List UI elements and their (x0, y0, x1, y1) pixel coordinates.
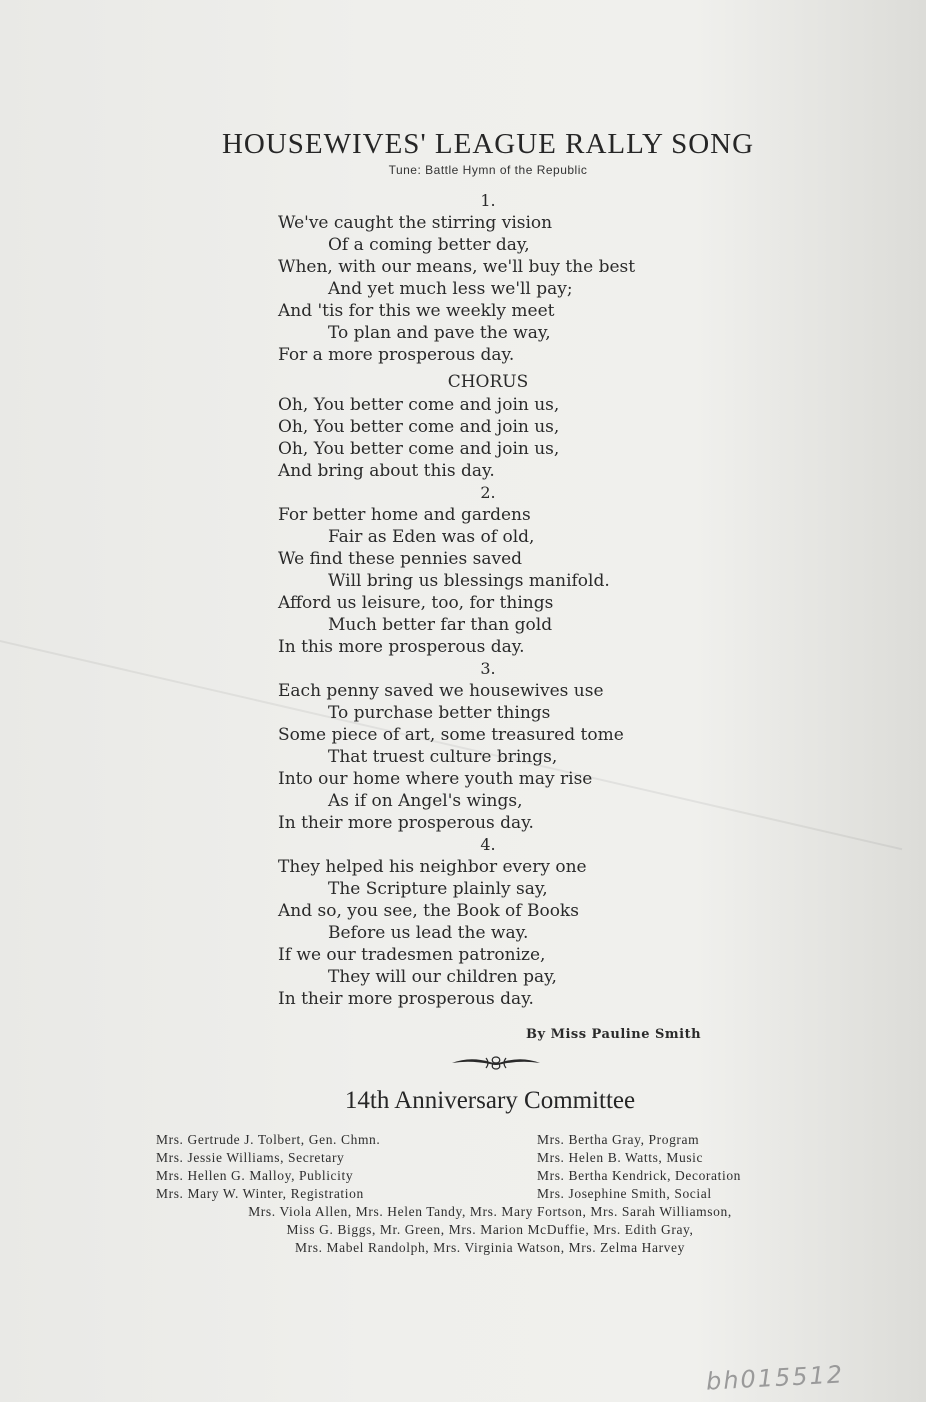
committee-member: Mrs. Josephine Smith, Social (537, 1186, 712, 1201)
song-title: HOUSEWIVES' LEAGUE RALLY SONG (221, 128, 755, 160)
verse-line: Much better far than gold (328, 615, 553, 635)
committee-member: Mrs. Helen B. Watts, Music (537, 1150, 704, 1165)
catalog-number: bh015512 (705, 1360, 845, 1396)
verse-line: For a more prosperous day. (278, 345, 515, 365)
stanza-number: 2. (480, 483, 496, 502)
verse-line: And 'tis for this we weekly meet (278, 301, 555, 321)
verse-line: For better home and gardens (278, 505, 531, 525)
verse-line: As if on Angel's wings, (328, 791, 523, 811)
verse-line: That truest culture brings, (328, 747, 558, 767)
song-body (278, 190, 758, 1010)
stanza-number: 3. (480, 659, 496, 678)
committee-member: Mrs. Jessie Williams, Secretary (156, 1150, 345, 1165)
committee-members-line: Mrs. Viola Allen, Mrs. Helen Tandy, Mrs. Mary Fortson, Mrs. Sarah Williamson, (248, 1204, 732, 1219)
committee-member: Mrs. Bertha Kendrick, Decoration (537, 1168, 742, 1183)
committee-right-column (537, 1131, 741, 1203)
scroll-ornament-icon (450, 1054, 542, 1076)
committee-member: Mrs. Hellen G. Malloy, Publicity (156, 1168, 354, 1183)
verse-line: We find these pennies saved (278, 549, 523, 569)
song-tune: Tune: Battle Hymn of the Republic (388, 163, 588, 177)
verse-line: They helped his neighbor every one (278, 857, 587, 877)
verse-line: Afford us leisure, too, for things (278, 593, 554, 613)
verse-line: To plan and pave the way, (328, 323, 551, 343)
verse-line: Fair as Eden was of old, (328, 527, 535, 547)
committee-member: Mrs. Bertha Gray, Program (537, 1132, 700, 1147)
chorus-line: Oh, You better come and join us, (278, 417, 560, 437)
verse-line: Into our home where youth may rise (278, 769, 593, 789)
verse-line: Will bring us blessings manifold. (328, 571, 610, 591)
committee-title: 14th Anniversary Committee (344, 1087, 636, 1114)
chorus-line: Oh, You better come and join us, (278, 395, 560, 415)
verse-line: To purchase better things (328, 703, 551, 723)
committee-other-members (150, 1203, 830, 1257)
verse-line: They will our children pay, (328, 967, 557, 987)
verse-line: Some piece of art, some treasured tome (278, 725, 624, 745)
chorus-line: Oh, You better come and join us, (278, 439, 560, 459)
verse-line: The Scripture plainly say, (328, 879, 548, 899)
verse-line: Each penny saved we housewives use (278, 681, 604, 701)
committee-members-line: Miss G. Biggs, Mr. Green, Mrs. Marion McDuffie, Mrs. Edith Gray, (286, 1222, 694, 1237)
stanza-number: 4. (480, 835, 496, 854)
verse-line: In their more prosperous day. (278, 989, 534, 1009)
committee-members-line: Mrs. Mabel Randolph, Mrs. Virginia Watson, Mrs. Zelma Harvey (295, 1240, 685, 1255)
song-byline: By Miss Pauline Smith (526, 1027, 702, 1042)
committee-member: Mrs. Gertrude J. Tolbert, Gen. Chmn. (156, 1132, 381, 1147)
verse-line: Before us lead the way. (328, 923, 529, 943)
committee-member: Mrs. Mary W. Winter, Registration (156, 1186, 364, 1201)
verse-line: If we our tradesmen patronize, (278, 945, 546, 965)
chorus-line: And bring about this day. (278, 461, 495, 481)
stanza-number: 1. (480, 191, 496, 210)
verse-line: When, with our means, we'll buy the best (278, 257, 636, 277)
verse-line: And yet much less we'll pay; (328, 279, 573, 299)
verse-line: We've caught the stirring vision (278, 213, 553, 233)
verse-line: In their more prosperous day. (278, 813, 534, 833)
verse-line: In this more prosperous day. (278, 637, 525, 657)
chorus-title: CHORUS (447, 372, 529, 392)
verse-line: Of a coming better day, (328, 235, 530, 255)
verse-line: And so, you see, the Book of Books (278, 901, 579, 921)
committee-left-column (156, 1131, 380, 1203)
